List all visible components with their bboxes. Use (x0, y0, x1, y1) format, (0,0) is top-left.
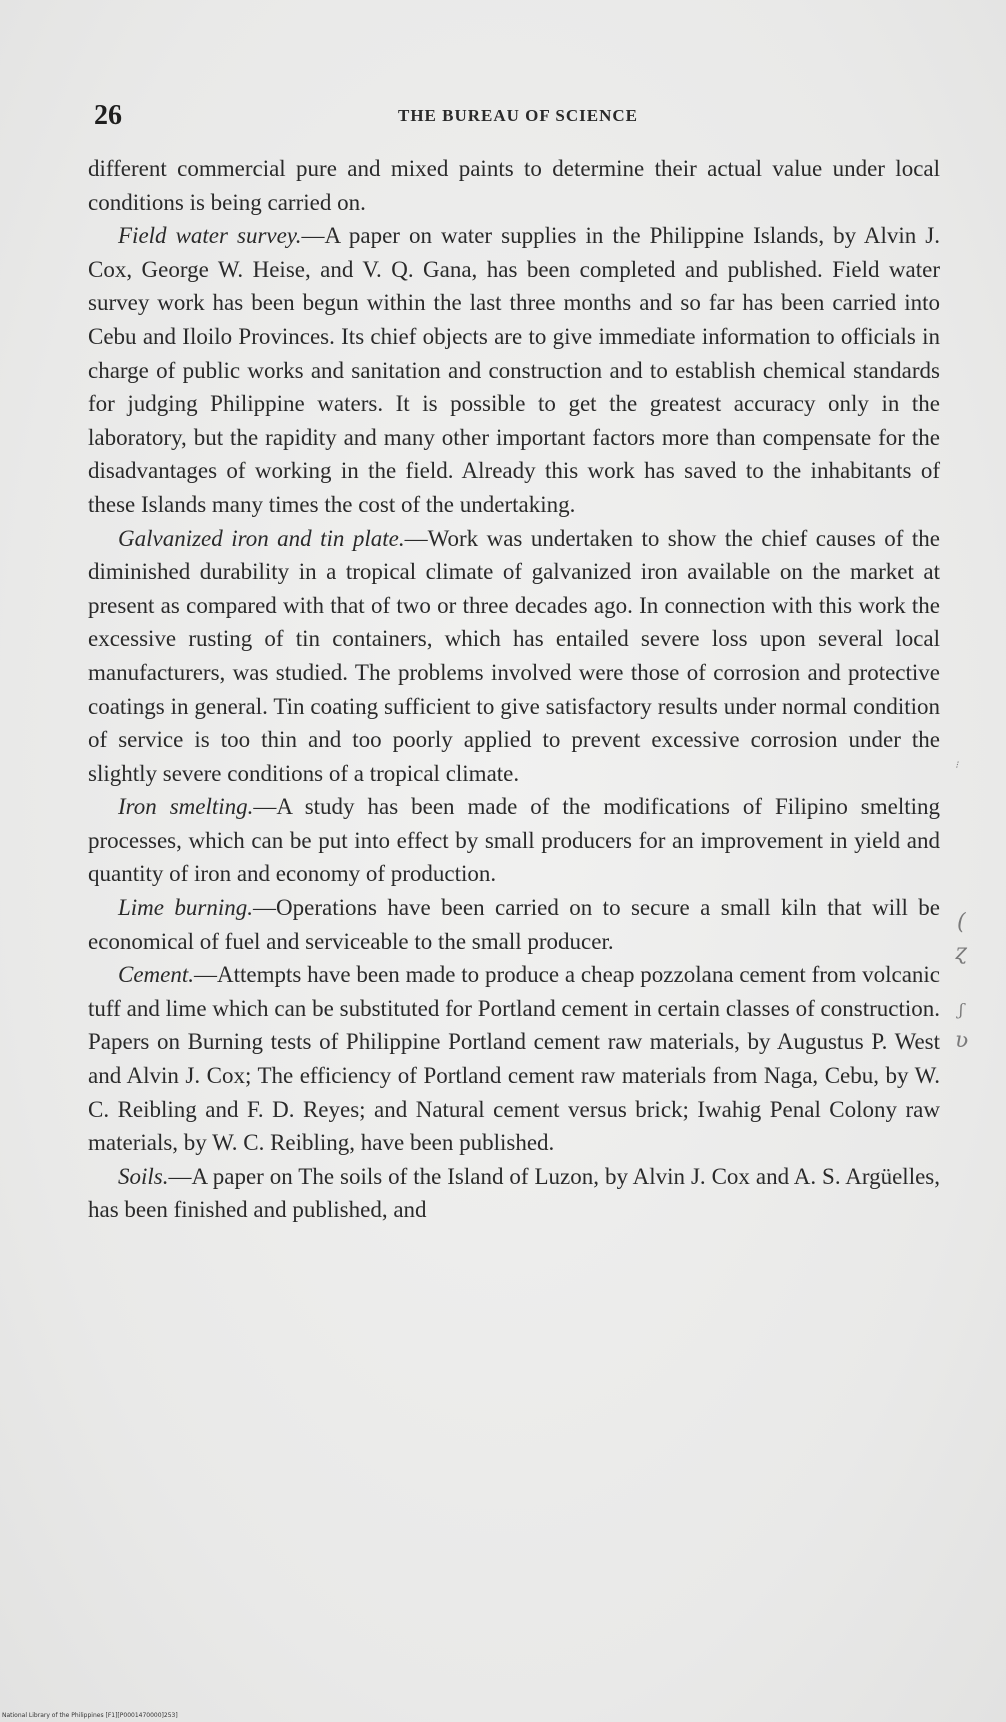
section-heading: Field water survey. (118, 223, 302, 249)
body-text (88, 152, 940, 1227)
scan-footer-note: National Library of the Philippines [F1][P0001470000]253] (2, 1712, 178, 1719)
running-head: THE BUREAU OF SCIENCE (398, 106, 638, 125)
margin-mark: ⁝ (955, 760, 959, 771)
page-number: 26 (94, 100, 122, 131)
page-header (94, 100, 942, 140)
margin-mark: ( (957, 910, 966, 935)
paragraph-soils (88, 1160, 940, 1227)
paragraph-galvanized-iron (88, 522, 940, 791)
section-heading: Galvanized iron and tin plate. (118, 525, 405, 551)
paragraph-text: —A study has been made of the modifications of Filipino smelting processes, which can be put into effect by small producers for an improvement in yield and quantity of iron and economy of production. (88, 794, 940, 887)
section-heading: Iron smelting. (118, 794, 254, 820)
section-heading: Lime burning. (118, 895, 254, 921)
paragraph-continuation (88, 152, 940, 219)
section-heading: Soils. (118, 1163, 169, 1189)
paragraph-text: —A paper on The soils of the Island of Luzon, by Alvin J. Cox and A. S. Argüelles, has been finished and published, and (88, 1163, 940, 1223)
margin-handwriting-marks (955, 760, 995, 1060)
section-heading: Cement. (118, 962, 195, 988)
paragraph-text: —Operations have been carried on to secure a small kiln that will be economical of fuel and serviceable to the small producer. (88, 895, 940, 954)
margin-mark: ʃ (959, 1000, 964, 1019)
paragraph-cement (88, 958, 940, 1160)
margin-mark: ɀ (955, 940, 967, 965)
paragraph-text: different commercial pure and mixed paints to determine their actual value under local conditions is being carried on. (88, 156, 940, 215)
margin-mark: ʋ (955, 1028, 969, 1053)
paragraph-lime-burning (88, 891, 940, 958)
paragraph-text: —A paper on water supplies in the Philippine Islands, by Alvin J. Cox, George W. Heise, and V. Q. Gana, has been completed and published. Field water survey work has been begun within the last three months and so far has been carried into Cebu and Iloilo Provinces. Its chief objects are to give immediate information to officials in charge of public works and sanitation and construction and to establish chemical standards for judging Philippine waters. It is possible to get the greatest accuracy only in the laboratory, but the rapidity and many other important factors more than compensate for the disadvantages of working in the field. Already this work has saved to the inhabitants of these Islands many times the cost of the undertaking. (88, 223, 940, 517)
paragraph-iron-smelting (88, 790, 940, 891)
paragraph-text: —Work was undertaken to show the chief causes of the diminished durability in a tropical climate of galvanized iron available on the market at present as compared with that of two or three decades ago. In connection with this work the excessive rusting of tin containers, which has entailed severe loss upon several local manufacturers, was studied. The problems involved were those of corrosion and protective coatings in general. Tin coating sufficient to give satisfactory results under normal condition of service is too thin and too poorly applied to prevent excessive corrosion under the slightly severe conditions of a tropical climate. (88, 525, 941, 786)
paragraph-field-water-survey (88, 219, 940, 521)
paragraph-text: —Attempts have been made to produce a cheap pozzolana cement from volcanic tuff and lime which can be substituted for Portland cement in certain classes of construction. Papers on Burning tests of Philippine Portland cement raw materials, by Augustus P. West and Alvin J. Cox; The efficiency of Portland cement raw materials from Naga, Cebu, by W. C. Reibling and F. D. Reyes; and Natural cement versus brick; Iwahig Penal Colony raw materials, by W. C. Reibling, have been published. (88, 962, 940, 1156)
